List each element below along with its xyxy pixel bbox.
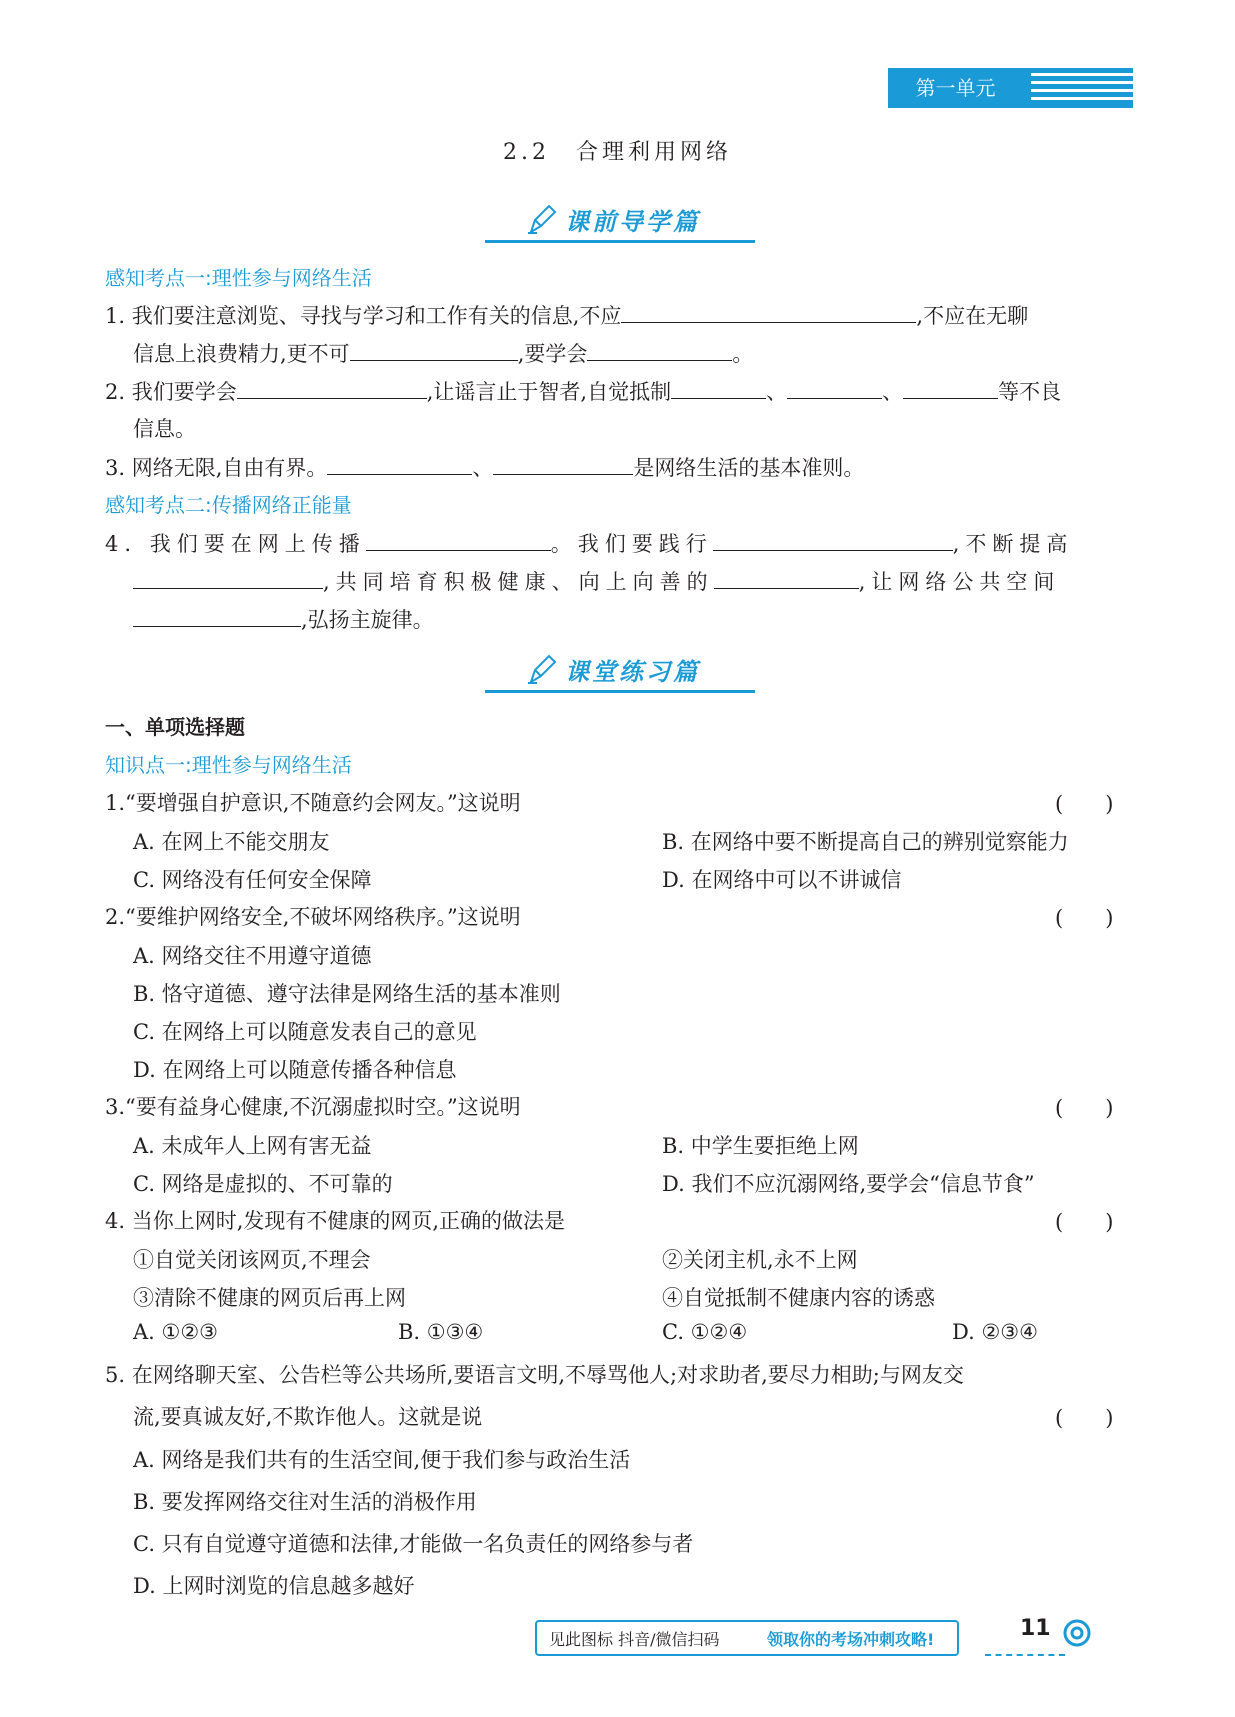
answer-paren[interactable]: ( ) (1055, 792, 1114, 816)
mc-q4-stem: 4. 当你上网时,发现有不健康的网页,正确的做法是 (105, 1209, 566, 1233)
mc-q4-item-4: ④自觉抵制不健康内容的诱惑 (662, 1286, 935, 1310)
mc-q3-option-d[interactable]: D. 我们不应沉溺网络,要学会“信息节食” (662, 1172, 1035, 1196)
blank[interactable] (621, 300, 916, 323)
footer-dash-line (985, 1654, 1065, 1656)
mc-q4-option-a[interactable]: A. ①②③ (133, 1320, 218, 1344)
answer-paren[interactable]: ( ) (1055, 1210, 1114, 1234)
mc-q1-option-a[interactable]: A. 在网上不能交朋友 (133, 830, 330, 854)
q3-line: 3. 网络无限,自由有界。 、 是网络生活的基本准则。 (105, 452, 1130, 483)
practice-heading: 一、单项选择题 (105, 715, 245, 739)
mc-q3-option-a[interactable]: A. 未成年人上网有害无益 (133, 1134, 372, 1158)
q1-line2: 信息上浪费精力,更不可 ,要学会 。 (133, 338, 1158, 369)
practice-kp1: 知识点一:理性参与网络生活 (105, 753, 352, 777)
q1-line1: 1. 我们要注意浏览、寻找与学习和工作有关的信息,不应 ,不应在无聊 (105, 300, 1130, 331)
section-title-pre: 课前导学篇 (565, 208, 700, 236)
mc-q3-option-b[interactable]: B. 中学生要拒绝上网 (662, 1134, 859, 1158)
blank[interactable] (350, 338, 518, 361)
unit-label: 第一单元 (888, 68, 1023, 108)
mc-q1-option-b[interactable]: B. 在网络中要不断提高自己的辨别觉察能力 (662, 830, 1069, 854)
blank[interactable] (587, 338, 732, 361)
mc-q4-option-c[interactable]: C. ①②④ (662, 1320, 748, 1344)
mc-q2-option-b[interactable]: B. 恪守道德、遵守法律是网络生活的基本准则 (133, 982, 561, 1006)
page-circle-icon (1062, 1618, 1092, 1648)
mc-q5-option-a[interactable]: A. 网络是我们共有的生活空间,便于我们参与政治生活 (133, 1448, 631, 1472)
page-number: 11 (1020, 1616, 1051, 1641)
mc-q5-stem-line1: 5. 在网络聊天室、公告栏等公共场所,要语言文明,不辱骂他人;对求助者,要尽力相助;与网友交 (105, 1363, 964, 1387)
footer-promo-text: 领取你的考场冲刺攻略! (767, 1630, 935, 1649)
footer-scan-text: 见此图标 抖音/微信扫码 (549, 1630, 720, 1649)
kp2-heading: 感知考点二:传播网络正能量 (105, 493, 352, 517)
mc-q2-option-d[interactable]: D. 在网络上可以随意传播各种信息 (133, 1058, 457, 1082)
section-banner-class (485, 650, 755, 693)
q4-line2: ,共同培育积极健康、向上向善的 ,让网络公共空间 (133, 566, 1158, 597)
mc-q1-option-c[interactable]: C. 网络没有任何安全保障 (133, 868, 372, 892)
blank[interactable] (493, 452, 633, 475)
kp1-heading: 感知考点一:理性参与网络生活 (105, 266, 372, 290)
mc-q4-option-d[interactable]: D. ②③④ (952, 1320, 1038, 1344)
mc-q5-stem-line2: 流,要真诚友好,不欺诈他人。这就是说 (133, 1405, 483, 1429)
mc-q4-item-3: ③清除不健康的网页后再上网 (133, 1286, 406, 1310)
q2-line2: 信息。 (133, 417, 196, 441)
footer-banner (535, 1620, 959, 1656)
mc-q5-option-d[interactable]: D. 上网时浏览的信息越多越好 (133, 1574, 415, 1598)
q4-line3: ,弘扬主旋律。 (133, 604, 1158, 635)
pen-icon (525, 202, 559, 236)
blank[interactable] (713, 528, 953, 551)
blank[interactable] (237, 376, 427, 399)
mc-q4-option-b[interactable]: B. ①③④ (398, 1320, 484, 1344)
mc-q2-option-c[interactable]: C. 在网络上可以随意发表自己的意见 (133, 1020, 477, 1044)
mc-q1-stem: 1.“要增强自护意识,不随意约会网友。”这说明 (105, 791, 521, 815)
answer-paren[interactable]: ( ) (1055, 906, 1114, 930)
blank[interactable] (787, 376, 882, 399)
unit-tab (888, 68, 1133, 108)
blank[interactable] (714, 566, 859, 589)
mc-q2-stem: 2.“要维护网络安全,不破坏网络秩序。”这说明 (105, 905, 521, 929)
mc-q3-stem: 3.“要有益身心健康,不沉溺虚拟时空。”这说明 (105, 1095, 521, 1119)
mc-q4-item-2: ②关闭主机,永不上网 (662, 1248, 858, 1272)
mc-q3-option-c[interactable]: C. 网络是虚拟的、不可靠的 (133, 1172, 393, 1196)
q2-line1: 2. 我们要学会 ,让谣言止于智者,自觉抵制 、 、 等不良 (105, 376, 1130, 407)
section-title-class: 课堂练习篇 (565, 658, 700, 686)
mc-q1-option-d[interactable]: D. 在网络中可以不讲诚信 (662, 868, 902, 892)
mc-q4-item-1: ①自觉关闭该网页,不理会 (133, 1248, 371, 1272)
mc-q2-option-a[interactable]: A. 网络交往不用遵守道德 (133, 944, 372, 968)
section-banner-pre (485, 200, 755, 243)
pen-icon (525, 652, 559, 686)
unit-stripes (1023, 68, 1133, 108)
blank[interactable] (903, 376, 998, 399)
blank[interactable] (671, 376, 766, 399)
answer-paren[interactable]: ( ) (1055, 1096, 1114, 1120)
blank[interactable] (366, 528, 551, 551)
answer-paren[interactable]: ( ) (1055, 1406, 1114, 1430)
blank[interactable] (133, 566, 323, 589)
mc-q5-option-b[interactable]: B. 要发挥网络交往对生活的消极作用 (133, 1490, 477, 1514)
page-title: 2.2 合理利用网络 (503, 140, 732, 165)
q4-line1: 4. 我们要在网上传播 。我们要践行 ,不断提高 (105, 528, 1130, 559)
blank[interactable] (327, 452, 472, 475)
mc-q5-option-c[interactable]: C. 只有自觉遵守道德和法律,才能做一名负责任的网络参与者 (133, 1532, 694, 1556)
blank[interactable] (133, 604, 301, 627)
